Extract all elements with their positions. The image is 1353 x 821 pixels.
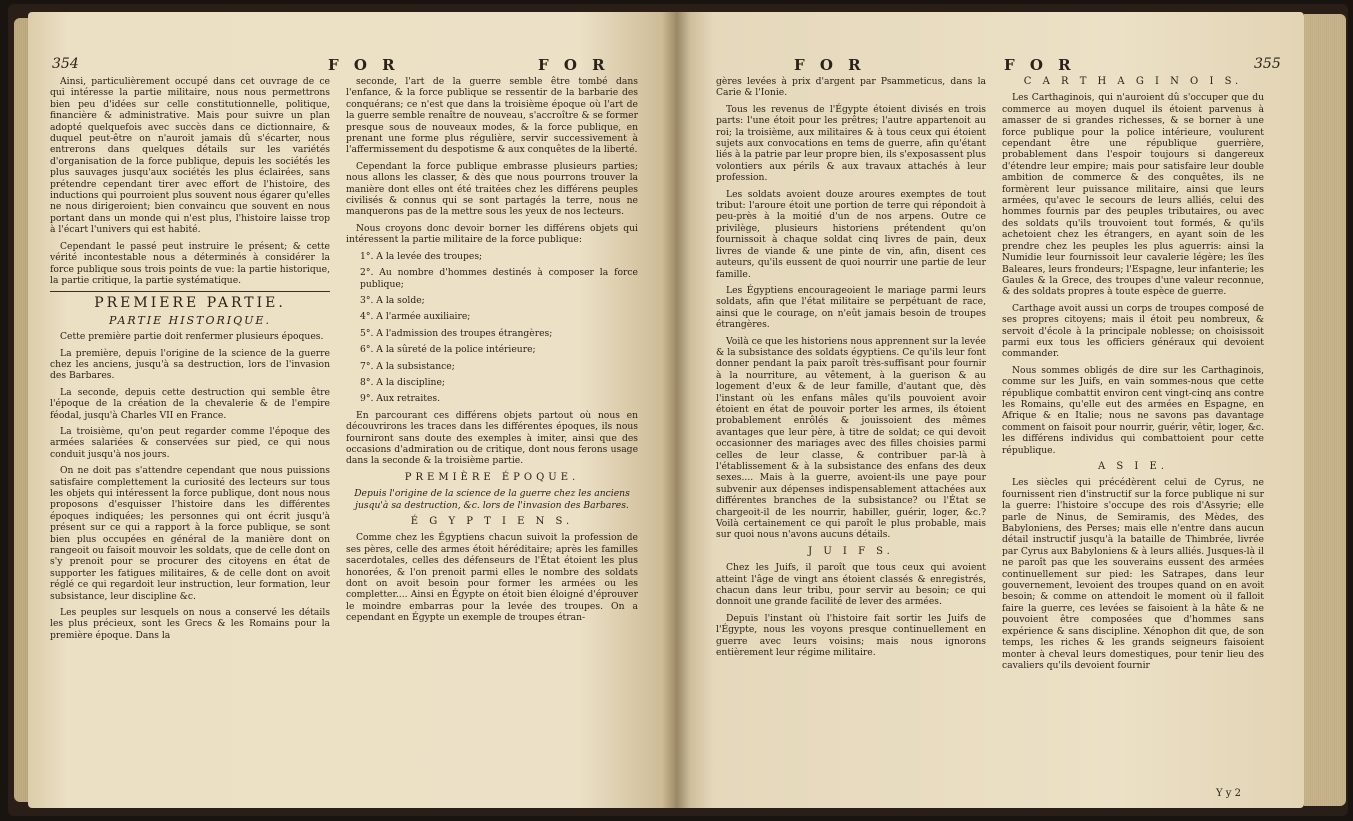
list-item: 3°. A la solde;: [360, 294, 425, 306]
right-page-number: 355: [1254, 56, 1281, 72]
list-item: 8°. A la discipline;: [360, 376, 445, 388]
paragraph: Les siècles qui précédèrent celui de Cyrus, ne fournissent rien d'instructif sur la force publique ni sur la guerre: l'histoire s'occupe des rois d'Assyrie; elle parle de Ninus, de Semiramis, des Mèdes, des Babyloniens, des Perses; mais elle n'entre dans aucun détail instructif jusqu'à la bataille de Thimbrée, livrée par Cyrus aux Babyloniens & à leurs alliés. Jusques-là il ne paroît pas que les souverains eussent des armées continuellement sur pied: les Satrapes, dans leur gouvernement, levoient des troupes quand on en avoit besoin; & comme on attendoit le moment où il falloit faire la guerre, ces levées se faisoient à la hâte & ne pouvoient être composées que d'hommes sans expérience & sans discipline. Xénophon dit que, de son temps, les riches & les grands seigneurs faisoient monter à cheval leurs domestiques, pour tenir lieu des cavaliers qu'ils devoient fournir: [1002, 477, 1264, 671]
list-item: 4°. A l'armée auxiliaire;: [360, 311, 471, 323]
paragraph: Tous les revenus de l'Égypte étoient divisés en trois parts: l'une étoit pour les prêtres; l'autre appartenoit au roi; la troisième, aux militaires & à tous ceux qui étoient sujets aux convocations en tems de guerre, afin qu'étant liés à la patrie par leur propre bien, ils s'exposassent plus volontiers aux périls & aux travaux attachés à leur profession.: [716, 103, 986, 184]
paragraph: La troisième, qu'on peut regarder comme l'époque des armées salariées & conservées sur pied, ce qui nous conduit jusqu'à nos jours.: [50, 425, 330, 460]
paragraph: La première, depuis l'origine de la science de la guerre chez les anciens, jusqu'à sa destruction, lors de l'invasion des Barbares.: [50, 347, 330, 382]
list-item: 9°. Aux retraites.: [360, 393, 441, 405]
paragraph: Carthage avoit aussi un corps de troupes composé de ses propres citoyens; mais il étoit peu nombreux, & servoit d'école à la principale noblesse; on choisissoit parmi eux tous les officiers généraux qui devoient commander.: [1002, 302, 1264, 360]
paragraph: Cependant la force publique embrasse plusieurs parties; nous allons les classer, & dès que nous pourrons trouver la manière dont elles ont été traitées chez les différens peuples civilisés & connus qui se sont partagés la terre, nous ne manquerons pas de la mettre sous les yeux de nos lecteurs.: [346, 160, 638, 218]
paragraph: Les Carthaginois, qui n'auroient dû s'occuper que du commerce au moyen duquel ils étoient parvenus à amasser de si grandes richesses, & se borner à une force publique pour la police intérieure, voulurent cependant être une république guerrière, probablement dans l'espoir toujours si dangereux d'étendre leur empire; mais pour satisfaire leur double ambition de commerce & des conquêtes, ils ne formèrent leur puissance militaire, ainsi que leurs armées, qu'avec le secours de leurs alliés, celui des hommes fournis par des peuples tributaires, ou avec des soldats qu'ils trouvoient tout formés, & qu'ils achetoient chez les étrangers, en ayant soin de les prendre chez les peuples les plus aguerris: ainsi la Numidie leur fournissoit leur cavalerie légère; les îles Baleares, leurs frondeurs; l'Espagne, leur infanterie; les Gaules & la Grece, des troupes d'une valeur reconnue, & des soldats propres à toute espèce de guerre.: [1002, 92, 1264, 298]
paragraph: On ne doit pas s'attendre cependant que nous puissions satisfaire complettement la curiosité des lecteurs sur tous les objets qui intéressent la force publique, dont nous nous proposons d'esquisser l'histoire dans les différentes époques indiquées; les personnes qui ont écrit jusqu'à présent sur ce qui a rapport à la force publique, se sont bien plus occupées en général de la manière dont on rangeoit ou faisoit mouvoir les soldats, que de celle dont on s'y prenoit pour se procurer des citoyens en état de supporter les fatigues militaires, & de celle dont on avoit réglé ce qui regardoit leur instruction, leur formation, leur subsistance, leur discipline &c.: [50, 465, 330, 602]
paragraph: La seconde, depuis cette destruction qui semble être l'époque de la création de la chevalerie & de l'empire féodal, jusqu'à Charles VII en France.: [50, 386, 330, 421]
epoch-title: PREMIÈRE ÉPOQUE.: [404, 471, 580, 483]
numbered-list: [346, 251, 638, 405]
right-header-2: F O R: [1004, 56, 1076, 74]
paragraph: Nous sommes obligés de dire sur les Carthaginois, comme sur les Juifs, en vain sommes-nous que cette république combattit environ cent vingt-cinq ans contre les Romains, qu'elle eut des armées en Espagne, en Afrique & en Italie; nous ne savons pas davantage comment on faisoit pour nourrir, guérir, vêtir, loger, &c. les différens individus qui combattoient pour cette république.: [1002, 364, 1264, 456]
list-item: 1°. A la levée des troupes;: [360, 250, 483, 262]
paragraph: Les peuples sur lesquels on nous a conservé les détails les plus précieux, sont les Grecs & les Romains pour la première époque. Dans la: [50, 607, 330, 641]
left-header-2: F O R: [538, 56, 610, 74]
paragraph: En parcourant ces différens objets partout où nous en découvrirons les traces dans les différentes époques, ils nous fourniront sans doute des exemples à imiter, ainsi que des occasions d'admiration ou de critique, dont nous ferons usage dans la seconde & la troisième partie.: [346, 409, 638, 467]
paragraph: Cependant le passé peut instruire le présent; & cette vérité incontestable nous a déterminés à considérer la force publique sous trois points de vue: la partie historique, la partie critique, la partie systématique.: [50, 240, 330, 286]
left-page: [28, 12, 676, 808]
list-item: 6°. A la sûreté de la police intérieure;: [360, 344, 536, 356]
left-column-2: [346, 76, 638, 629]
paragraph: Nous croyons donc devoir borner les différens objets qui intéressent la partie militaire de la force publique:: [346, 222, 638, 246]
section-title-juifs: J U I F S.: [808, 545, 894, 557]
paragraph: Les soldats avoient douze aroures exemptes de tout tribut: l'aroure étoit une portion de terre qui répondoit à peu-près à la moitié d'un de nos arpens. Outre ce privilège, plusieurs historiens prétendent qu'on fournissoit à chaque soldat cinq livres de pain, deux livres de viande & une pinte de vin, afin, disent ces auteurs, qu'ils eussent de quoi nourrir une partie de leur famille.: [716, 188, 986, 280]
epoch-subtitle: Depuis l'origine de la science de la guerre chez les anciens jusqu'à sa destruction, &c. lors de l'invasion des Barbares.: [354, 488, 630, 511]
paragraph: Les Égyptiens encourageoient le mariage parmi leurs soldats, afin que l'état militaire se perpétuant de race, ainsi que le courage, on n'eût jamais besoin de troupes étrangères.: [716, 284, 986, 331]
section-title-carthaginois: C A R T H A G I N O I S.: [1023, 76, 1243, 87]
list-item: 2°. Au nombre d'hommes destinés à composer la force publique;: [360, 267, 638, 290]
paragraph: Ainsi, particulièrement occupé dans cet ouvrage de ce qui intéresse la partie militaire, nous nous permettrons bien peu d'idées sur celle constitutionnelle, politique, financière & administrative. Mais pour suivre un plan adopté quelquefois avec succès dans ce dictionnaire, & duquel peut-être on n'auroit jamais dû s'écarter, nous entrerons dans quelques détails sur les variétés d'organisation de la force publique, depuis les sociétés les plus sauvages jusqu'aux sociétés les plus éclairées, sans prétendre cependant tirer avec effort de l'histoire, des inductions qui pourroient plus souvent nous égarer qu'elles ne nous dirigeroient; bien convaincu que souvent en nous portant dans un monde qui n'est plus, l'histoire laisse trop à l'écart l'univers qui est habité.: [50, 76, 330, 236]
list-item: 7°. A la subsistance;: [360, 360, 455, 372]
right-page-edges: [1304, 14, 1346, 806]
paragraph: Voilà ce que les historiens nous apprennent sur la levée & la subsistance des soldats égyptiens. Ce qu'ils leur font donner pendant la paix paroît très-suffisant pour fournir à la nourriture, au vêtement, à la guerison & au logement d'eux & de leur famille, d'autant que, dès l'instant où les enfans mâles qu'ils pouvoient avoir étoient en état de pouvoir porter les armes, ils étoient probablement enrôlés & jouissoient des mêmes avantages que leur père, à titre de soldat; ce qui devoit occasionner des mariages avec des filles choisies parmi celles de leur classe, & contribuer par-là à l'établissement & à la subsistance des enfans des deux sexes.... Mais à la guerre, avoient-ils une paye pour subvenir aux dépenses indispensablement attachées aux différentes branches de la subsistance? ou l'État se chargeoit-il de les nourrir, habiller, guérir, loger, &c.? Voilà certainement ce qui paroît le plus probable, mais sur quoi nous n'avons aucuns détails.: [716, 335, 986, 541]
left-header-1: F O R: [328, 56, 400, 74]
part-subtitle: PARTIE HISTORIQUE.: [109, 313, 271, 327]
left-page-number: 354: [52, 56, 79, 72]
section-title-asie: A S I E.: [1097, 461, 1169, 472]
paragraph: Cette première partie doit renfermer plusieurs époques.: [60, 331, 324, 343]
paragraph: gères levées à prix d'argent par Psammeticus, dans la Carie & l'Ionie.: [716, 76, 986, 99]
section-rule: [50, 291, 330, 292]
list-item: 5°. A l'admission des troupes étrangères;: [360, 327, 553, 339]
paragraph: seconde, l'art de la guerre semble être tombé dans l'enfance, & la force publique se ressentir de la barbarie des conquérans; ce n'est que dans la troisième époque où l'art de la guerre semble renaître de nouveau, s'accroître & se former presque sous de nouveaux modes, & la force publique, en prenant une forme plus régulière, servir successivement à l'affermissement du despotisme & aux conquêtes de la liberté.: [346, 76, 638, 156]
right-column-2: [1002, 76, 1264, 676]
right-header-1: F O R: [794, 56, 866, 74]
right-page: [676, 12, 1304, 808]
right-column-1: [716, 76, 986, 664]
left-column-1: [50, 76, 330, 646]
paragraph: Comme chez les Égyptiens chacun suivoit la profession de ses pères, celle des armes étoit héréditaire; après les familles sacerdotales, celles des défenseurs de l'État étoient les plus honorées, & l'on prenoit parmi elles le nombre des soldats dont on avoit besoin pour former les armées ou les completter.... Ainsi en Égypte on étoit bien éloigné d'éprouver le moindre embarras pour la levée des troupes. On a cependant en Égypte un exemple de troupes étran-: [346, 532, 638, 624]
open-book: [8, 4, 1348, 816]
paragraph: Chez les Juifs, il paroît que tous ceux qui avoient atteint l'âge de vingt ans étoient classés & enregistrés, chacun dans leur tribu, pour servir au besoin; ce qui donnoit une grande facilité de lever des armées.: [716, 562, 986, 608]
section-title-egyptiens: É G Y P T I E N S.: [410, 516, 574, 527]
paragraph: Depuis l'instant où l'histoire fait sortir les Juifs de l'Égypte, nous les voyons presque continuellement en guerre avec leurs voisins; mais nous ignorons entièrement leur régime militaire.: [716, 612, 986, 659]
signature-mark: Y y 2: [1216, 788, 1241, 799]
part-title: PREMIERE PARTIE.: [94, 295, 286, 312]
